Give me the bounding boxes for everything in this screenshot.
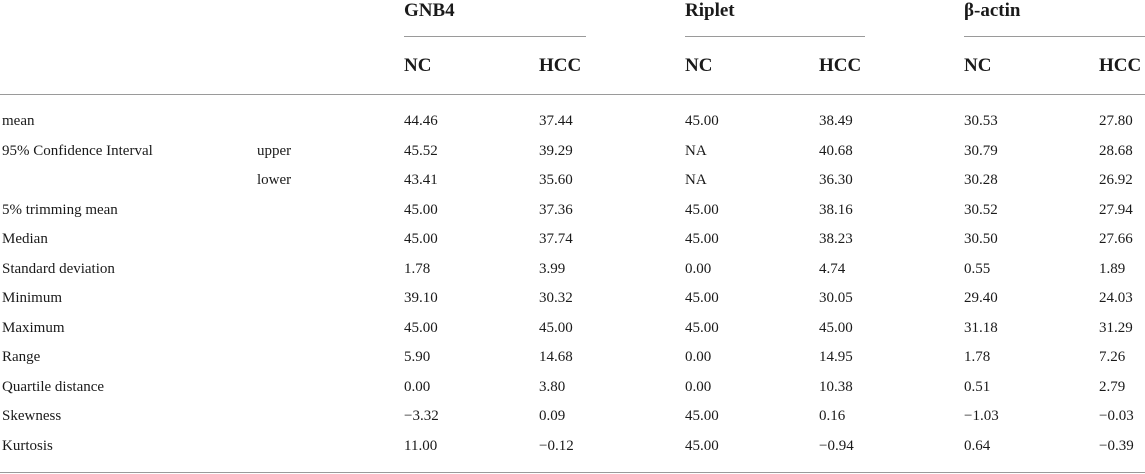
table-cell: 45.00 <box>685 113 719 129</box>
row-label: Skewness <box>2 408 62 424</box>
table-cell: 30.50 <box>964 231 998 247</box>
table-cell: 0.00 <box>685 260 712 277</box>
table-cell: 26.92 <box>1099 172 1133 188</box>
row-sublabel: lower <box>257 172 292 188</box>
table-cell: 3.99 <box>539 260 566 277</box>
table-cell: 36.30 <box>819 172 853 188</box>
table-cell: 44.46 <box>404 113 438 129</box>
table-cell: 0.55 <box>964 260 991 277</box>
table-cell: 30.32 <box>539 290 573 306</box>
table-cell: 27.66 <box>1099 231 1133 247</box>
table-cell: −3.32 <box>404 408 439 424</box>
table-cell: 0.64 <box>964 437 991 454</box>
table-cell: 27.94 <box>1099 201 1133 218</box>
table-cell: 14.68 <box>539 349 573 365</box>
header-rule <box>0 94 1145 95</box>
table-cell: 1.78 <box>404 260 431 277</box>
table-cell: 45.00 <box>404 201 438 218</box>
subheader-riplet-hcc: HCC <box>819 55 862 76</box>
table-cell: 14.95 <box>819 349 853 365</box>
group-header-gnb4: GNB4 <box>404 0 455 21</box>
table-cell: 30.79 <box>964 142 998 159</box>
table-cell: 37.36 <box>539 201 573 218</box>
gnb4-group-underline <box>404 36 586 37</box>
group-header-bactin: β-actin <box>964 0 1021 21</box>
table-cell: 30.53 <box>964 113 998 129</box>
table-cell: 45.00 <box>404 319 438 336</box>
row-label: mean <box>2 113 35 129</box>
table-cell: 0.51 <box>964 378 991 395</box>
table-cell: 31.18 <box>964 319 998 336</box>
subheader-riplet-nc: NC <box>685 55 713 76</box>
table-cell: NA <box>685 142 707 159</box>
group-header-riplet: Riplet <box>685 0 735 21</box>
table-cell: 4.74 <box>819 260 846 277</box>
table-cell: 28.68 <box>1099 142 1133 159</box>
row-sublabel: upper <box>257 142 292 159</box>
row-label: Kurtosis <box>2 437 53 454</box>
table-cell: 45.52 <box>404 142 438 159</box>
table-cell: 2.79 <box>1099 378 1126 395</box>
table-cell: 45.00 <box>685 201 719 218</box>
table-cell: 35.60 <box>539 172 573 188</box>
bottom-rule <box>0 472 1145 473</box>
table-cell: 45.00 <box>819 319 853 336</box>
table-cell: 38.16 <box>819 201 853 218</box>
table-cell: 0.16 <box>819 408 846 424</box>
table-cell: 39.10 <box>404 290 438 306</box>
table-cell: 37.74 <box>539 231 573 247</box>
table-cell: 38.23 <box>819 231 853 247</box>
subheader-gnb4-hcc: HCC <box>539 55 582 76</box>
table-cell: 45.00 <box>685 290 719 306</box>
table-cell: 0.00 <box>685 378 712 395</box>
subheader-gnb4-nc: NC <box>404 55 432 76</box>
row-label: 95% Confidence Interval <box>2 142 153 159</box>
row-label: Range <box>2 349 41 365</box>
table-cell: 45.00 <box>685 231 719 247</box>
subheader-bactin-hcc: HCC <box>1099 55 1142 76</box>
table-cell: −0.94 <box>819 437 854 454</box>
table-cell: 7.26 <box>1099 349 1126 365</box>
row-label: Standard deviation <box>2 260 115 277</box>
table-cell: −1.03 <box>964 408 999 424</box>
table-cell: −0.03 <box>1099 408 1134 424</box>
table-cell: 45.00 <box>685 319 719 336</box>
table-cell: 3.80 <box>539 378 566 395</box>
table-cell: −0.12 <box>539 437 574 454</box>
table-cell: −0.39 <box>1099 437 1134 454</box>
table-cell: 5.90 <box>404 349 431 365</box>
table-cell: 30.05 <box>819 290 853 306</box>
table-cell: 27.80 <box>1099 113 1133 129</box>
table-cell: 0.00 <box>685 349 712 365</box>
riplet-group-underline <box>685 36 865 37</box>
table-cell: NA <box>685 172 707 188</box>
table-cell: 45.00 <box>539 319 573 336</box>
table-cell: 39.29 <box>539 142 573 159</box>
row-label: Maximum <box>2 319 65 336</box>
table-cell: 1.78 <box>964 349 991 365</box>
table-cell: 10.38 <box>819 378 853 395</box>
table-cell: 45.00 <box>685 437 719 454</box>
row-label: 5% trimming mean <box>2 201 118 218</box>
table-cell: 0.09 <box>539 408 566 424</box>
table-cell: 29.40 <box>964 290 998 306</box>
table-cell: 40.68 <box>819 142 853 159</box>
subheader-bactin-nc: NC <box>964 55 992 76</box>
row-label: Minimum <box>2 290 63 306</box>
table-cell: 30.52 <box>964 201 998 218</box>
table-cell: 43.41 <box>404 172 438 188</box>
table-cell: 30.28 <box>964 172 998 188</box>
table-cell: 38.49 <box>819 113 853 129</box>
row-label: Median <box>2 231 48 247</box>
table-cell: 45.00 <box>404 231 438 247</box>
table-cell: 11.00 <box>404 437 438 454</box>
table-cell: 31.29 <box>1099 319 1133 336</box>
row-label: Quartile distance <box>2 378 105 395</box>
bactin-group-underline <box>964 36 1145 37</box>
table-cell: 1.89 <box>1099 260 1126 277</box>
table-cell: 0.00 <box>404 378 431 395</box>
table-cell: 24.03 <box>1099 290 1133 306</box>
table-cell: 45.00 <box>685 408 719 424</box>
table-cell: 37.44 <box>539 113 573 129</box>
